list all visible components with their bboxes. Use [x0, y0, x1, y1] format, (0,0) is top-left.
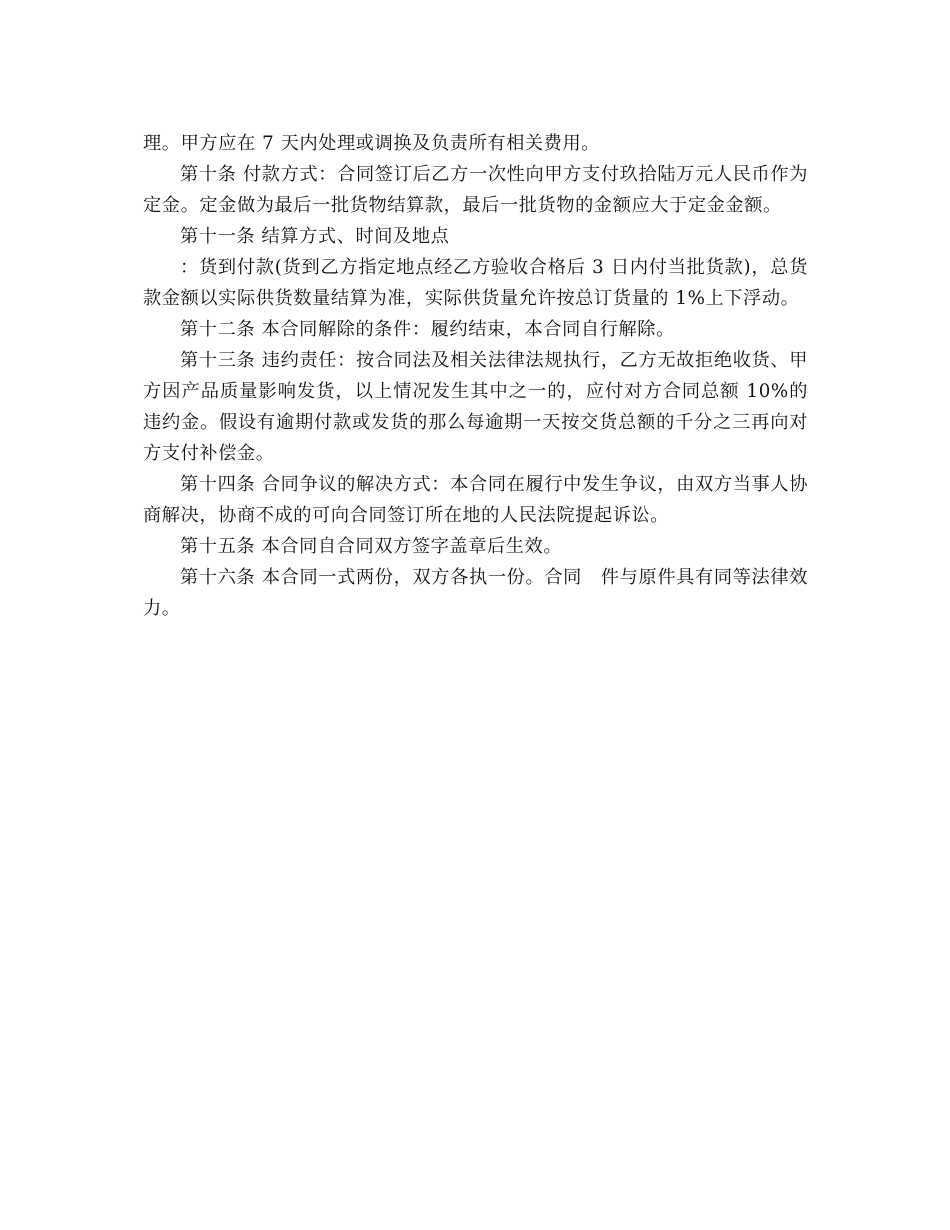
paragraph-article-16-copies: 第十六条 本合同一式两份，双方各执一份。合同 件与原件具有同等法律效力。 — [143, 567, 808, 619]
paragraph-article-12-termination: 第十二条 本合同解除的条件：履约结束，本合同自行解除。 — [180, 319, 675, 340]
paragraph-article-11-title: 第十一条 结算方式、时间及地点 — [180, 226, 450, 247]
paragraph-continuation: 理。甲方应在 7 天内处理或调换及负责所有相关费用。 — [143, 133, 601, 154]
paragraph-article-10-payment-method: 第十条 付款方式：合同签订后乙方一次性向甲方支付玖拾陆万元人民币作为定金。定金做为最后一批货物结算款，最后一批货物的金额应大于定金金额。 — [143, 164, 808, 216]
paragraph-article-14-dispute: 第十四条 合同争议的解决方式：本合同在履行中发生争议，由双方当事人协商解决，协商不成的可向合同签订所在地的人民法院提起诉讼。 — [143, 474, 808, 526]
paragraph-article-15-effective: 第十五条 本合同自合同双方签字盖章后生效。 — [180, 536, 563, 557]
paragraph-article-13-liability: 第十三条 违约责任：按合同法及相关法律法规执行，乙方无故拒绝收货、甲方因产品质量影响发货，以上情况发生其中之一的，应付对方合同总额 10%的违约金。假设有逾期付款或发货的那么每逾期一天按交货总额的千分之三再向对方支付补偿金。 — [143, 350, 808, 464]
paragraph-article-11-settlement: ：货到付款(货到乙方指定地点经乙方验收合格后 3 日内付当批货款)，总货款金额以实际供货数量结算为准，实际供货量允许按总订货量的 1%上下浮动。 — [143, 257, 808, 309]
contract-body — [143, 128, 808, 624]
